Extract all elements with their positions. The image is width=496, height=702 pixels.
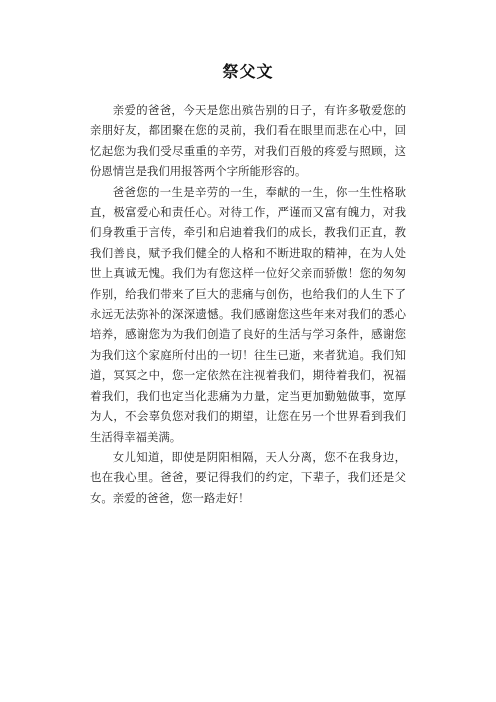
paragraph-1: 亲爱的爸爸，今天是您出殡告别的日子，有许多敬爱您的亲朋好友，都团聚在您的灵前，我们看在眼里而悲在心中，回忆起您为我们受尽重重的辛劳，对我们百般的疼爱与照顾，这份恩情岂是我们用报答两个字所能形容的。 [90,103,406,179]
paragraph-3: 女儿知道，即使是阴阳相隔，天人分离，您不在我身边，也在我心里。爸爸，要记得我们的约定，下辈子，我们还是父女。亲爱的爸爸，您一路走好！ [90,449,406,505]
document-body [90,100,406,508]
paragraph-2: 爸爸您的一生是辛劳的一生，奉献的一生，你一生性格耿直，极富爱心和责任心。对待工作，严谨而又富有魄力，对我们身教重于言传，牵引和启迪着我们的成长，教我们正直，教我们善良，赋予我们健全的人格和不断进取的精神，在为人处世上真诚无愧。我们为有您这样一位好父亲而骄傲！您的匆匆作别，给我们带来了巨大的悲痛与创伤，也给我们的人生下了永远无法弥补的深深遗憾。我们感谢您这些年来对我们的悉心培养，感谢您为为我们创造了良好的生活与学习条件，感谢您为我们这个家庭所付出的一切！往生已逝，来者犹追。我们知道，冥冥之中，您一定依然在注视着我们，期待着我们，祝福着我们，我们也定当化悲痛为力量，定当更加勤勉做事，宽厚为人，不会辜负您对我们的期望，让您在另一个世界看到我们生活得幸福美满。 [90,184,406,444]
document-title: 祭父文 [222,62,274,81]
